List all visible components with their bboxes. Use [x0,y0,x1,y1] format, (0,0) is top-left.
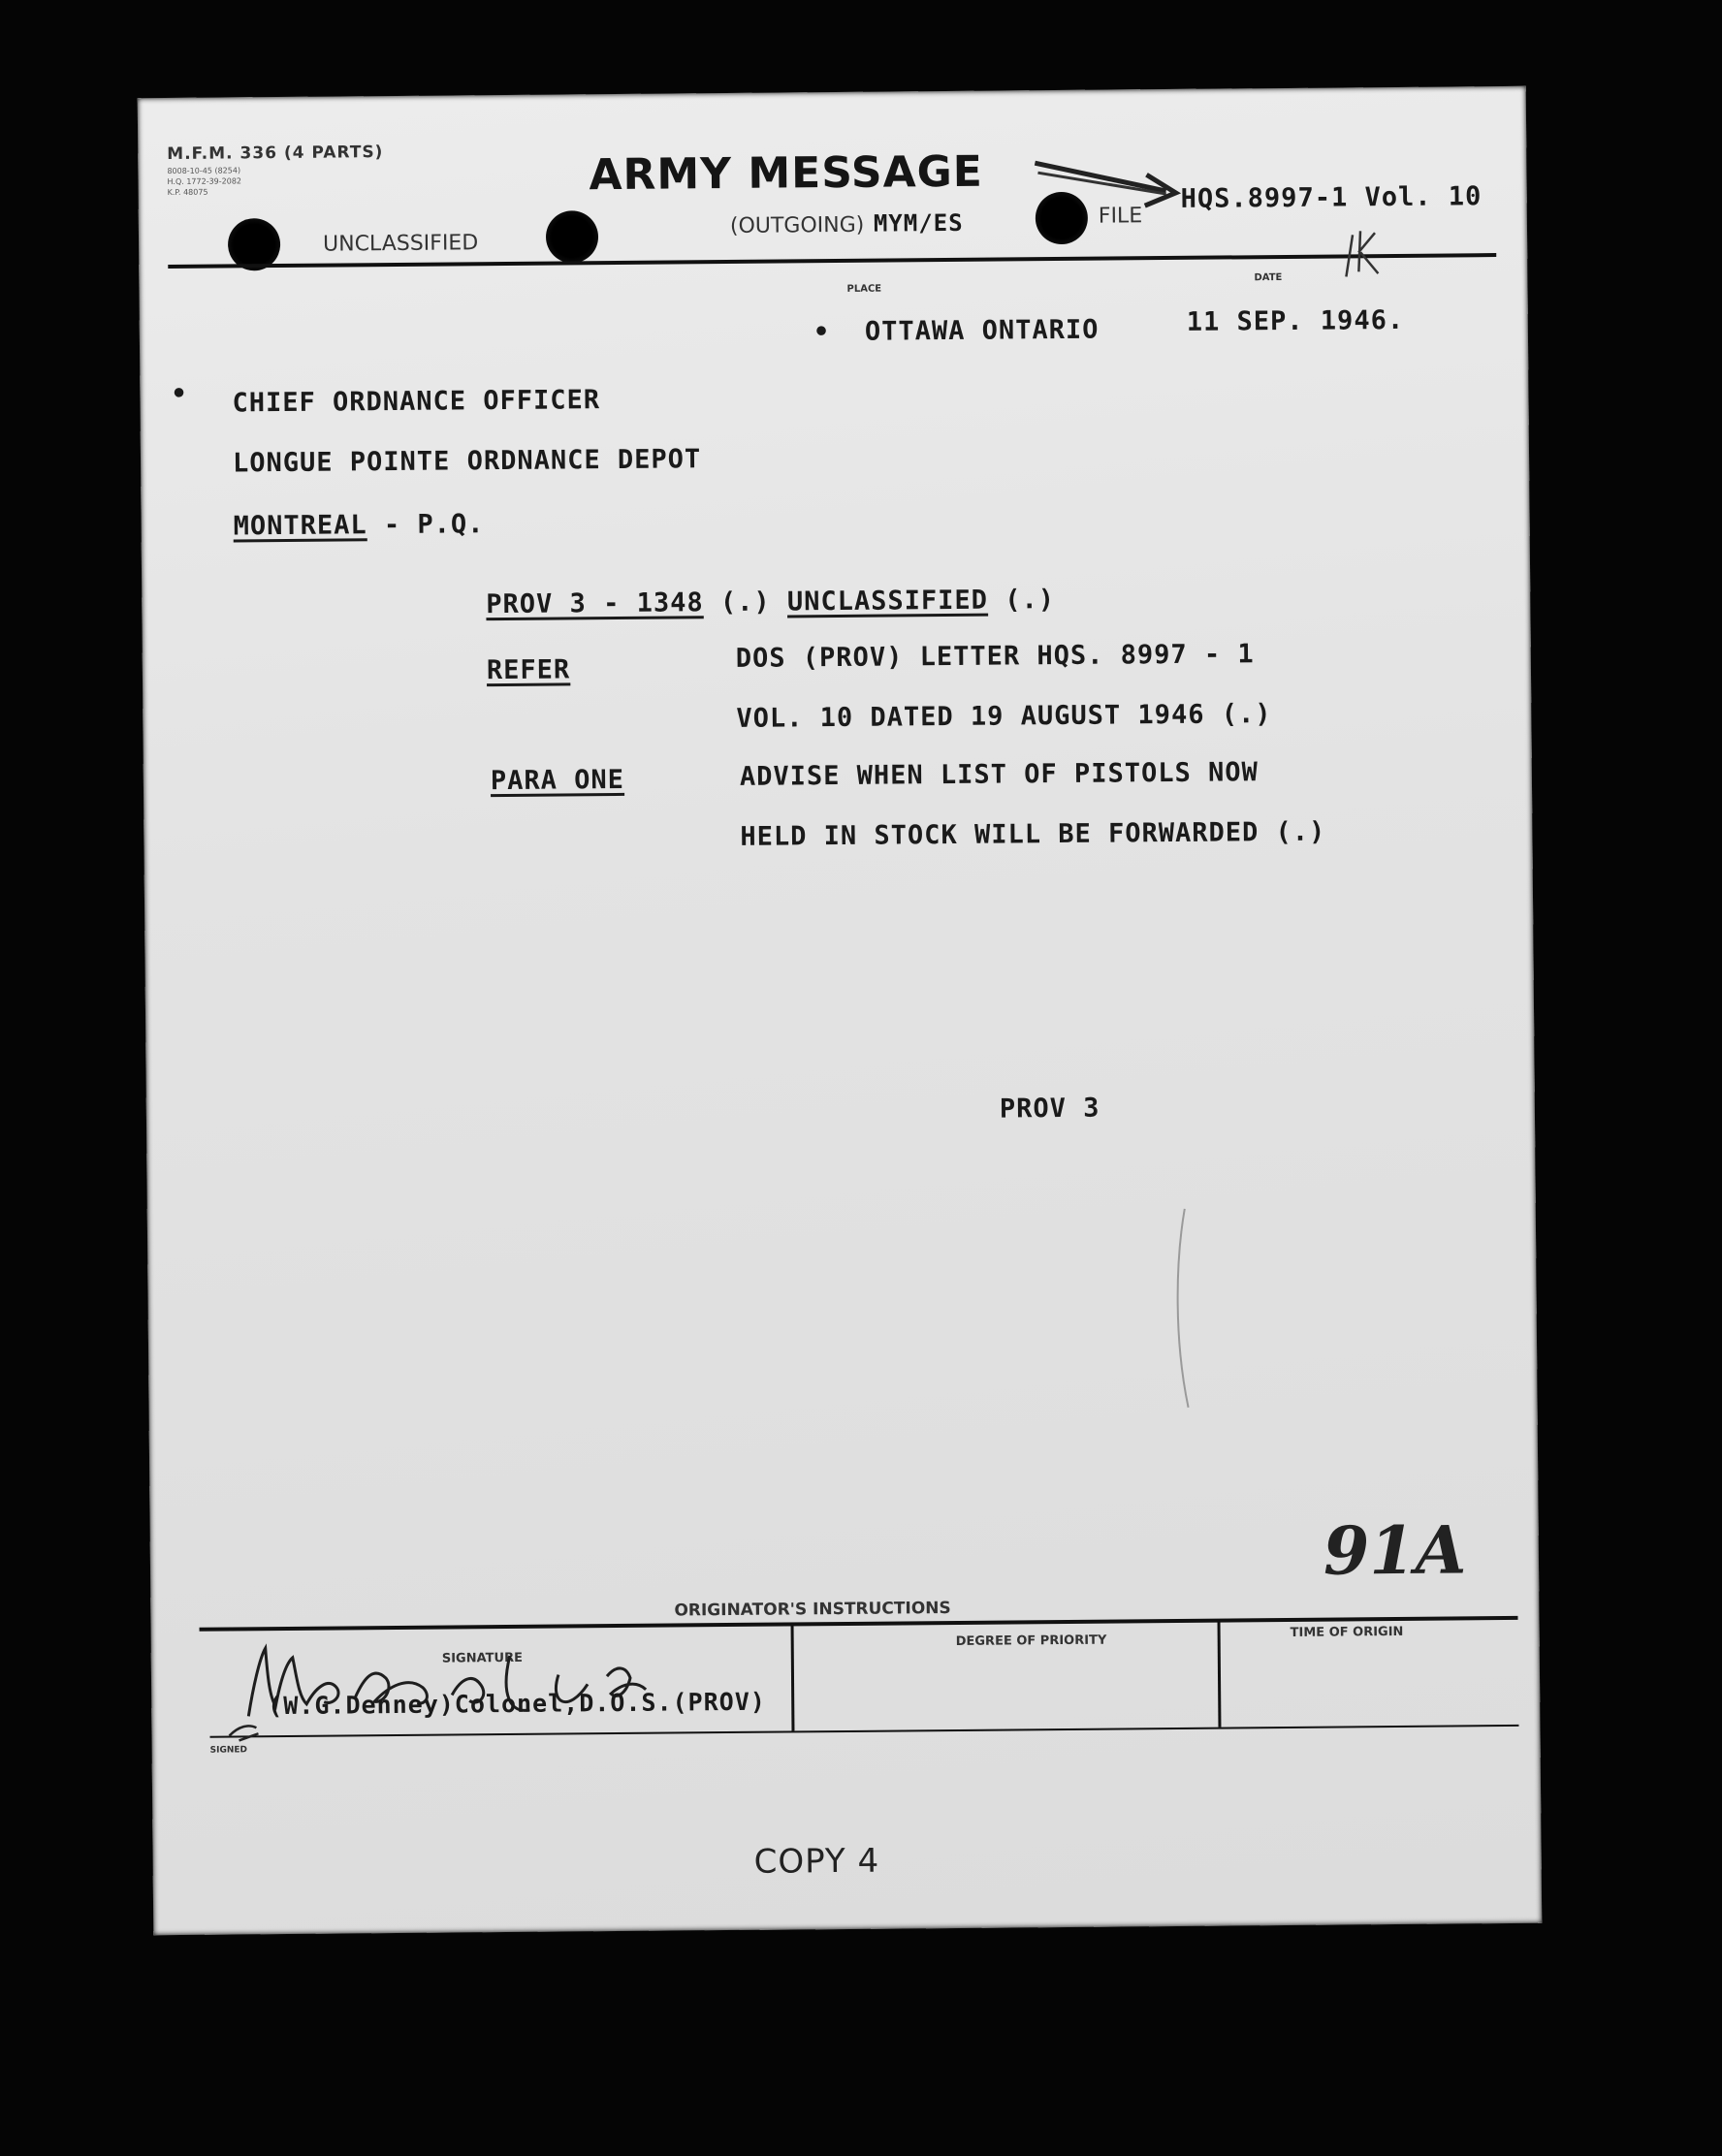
handwritten-initials-icon [1331,223,1390,292]
punch-hole [546,210,598,263]
para-label: PARA ONE [490,764,625,797]
date-value: 11 SEP. 1946. [1186,304,1405,337]
form-ref-line: 8008-10-45 (8254) [167,166,241,176]
form-ref-line: H.Q. 1772-39-2082 [167,176,242,187]
date-label: DATE [1254,271,1283,284]
arrow-annotation-icon [1030,147,1196,216]
pencil-mark-icon [1165,1204,1206,1417]
province: - P.Q. [367,509,485,541]
classification-label: UNCLASSIFIED [322,231,479,257]
originator-initials: MYM/ES [873,208,964,238]
stop: (.) [987,585,1056,616]
message-ref-number: PROV 3 - 1348 [486,587,704,620]
form-title: ARMY MESSAGE [589,146,984,201]
city-name: MONTREAL [233,510,367,542]
message-classification: UNCLASSIFIED [786,585,989,618]
file-number: HQS.8997-1 Vol. 10 [1180,181,1483,214]
addressee-line2: LONGUE POINTE ORDNANCE DEPOT [232,444,702,479]
signed-label: SIGNED [209,1745,248,1756]
handwritten-signature-icon [218,1614,820,1755]
originator-instructions-label: ORIGINATOR'S INSTRUCTIONS [674,1599,951,1621]
message-form [138,86,1542,1935]
form-ref-line: K.P. 48075 [167,187,208,198]
bullet: • [813,317,831,348]
refer-line1: DOS (PROV) LETTER HQS. 8997 - 1 [735,639,1255,674]
column-divider [1218,1621,1222,1728]
file-label: FILE [1098,204,1143,229]
time-of-origin-label: TIME OF ORIGIN [1290,1624,1404,1640]
form-code: M.F.M. 336 (4 PARTS) [167,143,384,165]
signature-label: SIGNATURE [441,1650,524,1666]
copy-label: COPY 4 [753,1841,880,1882]
addressee-city [233,509,484,541]
folio-number: 91A [1323,1511,1467,1591]
priority-label: DEGREE OF PRIORITY [955,1633,1107,1649]
stop: (.) [703,587,788,618]
message-ref-line [486,585,1055,619]
place-value: OTTAWA ONTARIO [864,314,1100,347]
sender-code: PROV 3 [999,1093,1100,1125]
para-line1: ADVISE WHEN LIST OF PISTOLS NOW [739,757,1259,792]
addressee-line1: CHIEF ORDNANCE OFFICER [232,385,601,419]
outgoing-label: (OUTGOING) [729,212,865,238]
signer-block: (W.G.Denney)Colonel,D.O.S.(PROV) [268,1687,766,1721]
place-label: PLACE [846,283,882,295]
para-line2: HELD IN STOCK WILL BE FORWARDED (.) [740,816,1326,852]
bullet: • [171,378,188,409]
refer-label: REFER [486,654,571,686]
refer-line2: VOL. 10 DATED 19 AUGUST 1946 (.) [736,699,1272,734]
